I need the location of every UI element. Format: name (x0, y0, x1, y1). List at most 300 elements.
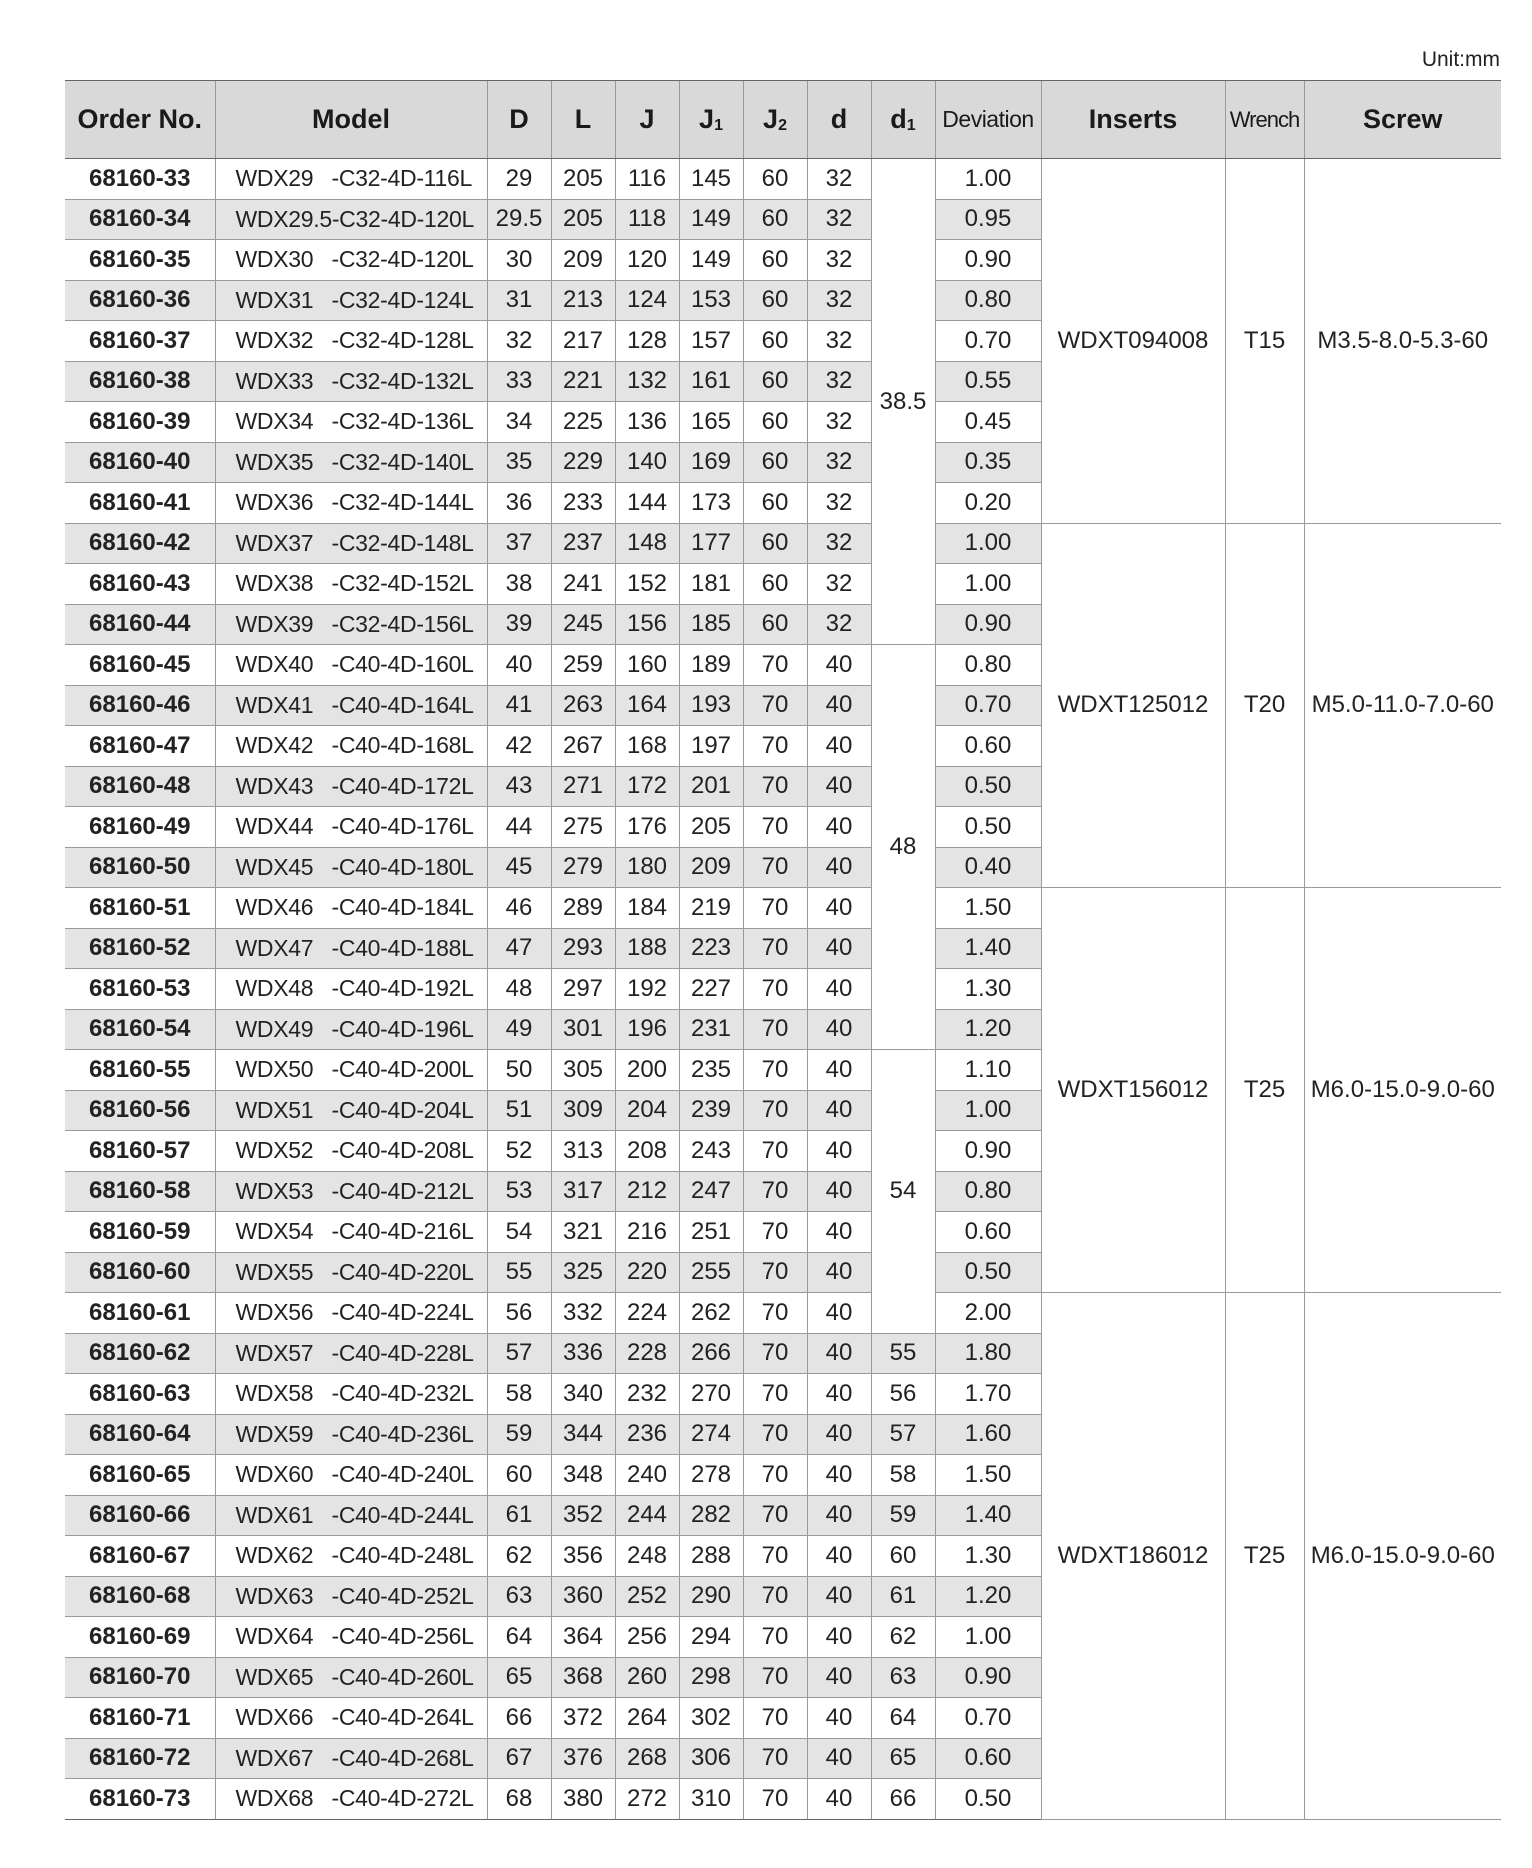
deviation-cell: 1.10 (935, 1050, 1041, 1091)
d-cell: 40 (807, 1738, 871, 1779)
D-cell: 64 (487, 1617, 551, 1658)
D-cell: 47 (487, 928, 551, 969)
d1-cell: 64 (871, 1698, 935, 1739)
order-no-cell: 68160-66 (65, 1495, 215, 1536)
J1-cell: 149 (679, 240, 743, 281)
model-cell: WDX49 -C40-4D-196L (215, 1009, 487, 1050)
model-cell: WDX47 -C40-4D-188L (215, 928, 487, 969)
model-cell: WDX29.5-C32-4D-120L (215, 199, 487, 240)
d-cell: 40 (807, 1455, 871, 1496)
d-cell: 32 (807, 604, 871, 645)
deviation-cell: 0.70 (935, 685, 1041, 726)
J1-cell: 193 (679, 685, 743, 726)
J1-cell: 262 (679, 1293, 743, 1334)
J1-cell: 302 (679, 1698, 743, 1739)
deviation-cell: 1.00 (935, 523, 1041, 564)
J2-cell: 70 (743, 645, 807, 686)
J2-cell: 70 (743, 1414, 807, 1455)
order-no-cell: 68160-52 (65, 928, 215, 969)
d-cell: 40 (807, 1617, 871, 1658)
J2-cell: 60 (743, 523, 807, 564)
model-cell: WDX32 -C32-4D-128L (215, 321, 487, 362)
L-cell: 267 (551, 726, 615, 767)
deviation-cell: 1.00 (935, 1090, 1041, 1131)
J2-cell: 70 (743, 1131, 807, 1172)
d-cell: 40 (807, 1698, 871, 1739)
model-cell: WDX54 -C40-4D-216L (215, 1212, 487, 1253)
J1-cell: 288 (679, 1536, 743, 1577)
L-cell: 259 (551, 645, 615, 686)
J2-cell: 60 (743, 321, 807, 362)
L-cell: 209 (551, 240, 615, 281)
table-body (65, 159, 1501, 1820)
inserts-cell: WDXT156012 (1041, 888, 1225, 1293)
J2-cell: 70 (743, 1495, 807, 1536)
d1-group-cell: 38.5 (871, 159, 935, 645)
d-cell: 40 (807, 1050, 871, 1091)
J1-cell: 165 (679, 402, 743, 443)
order-no-cell: 68160-39 (65, 402, 215, 443)
J-cell: 156 (615, 604, 679, 645)
deviation-cell: 1.30 (935, 969, 1041, 1010)
order-no-cell: 68160-34 (65, 199, 215, 240)
deviation-cell: 1.00 (935, 564, 1041, 605)
J1-cell: 209 (679, 847, 743, 888)
order-no-cell: 68160-59 (65, 1212, 215, 1253)
unit-label: Unit:mm (1421, 48, 1500, 71)
header-row (65, 81, 1501, 159)
D-cell: 53 (487, 1171, 551, 1212)
J-cell: 132 (615, 361, 679, 402)
J-cell: 240 (615, 1455, 679, 1496)
J-cell: 264 (615, 1698, 679, 1739)
J2-cell: 70 (743, 969, 807, 1010)
J2-cell: 70 (743, 1050, 807, 1091)
deviation-cell: 0.95 (935, 199, 1041, 240)
d-cell: 40 (807, 1536, 871, 1577)
order-no-cell: 68160-37 (65, 321, 215, 362)
deviation-cell: 2.00 (935, 1293, 1041, 1334)
J-cell: 200 (615, 1050, 679, 1091)
J2-cell: 60 (743, 604, 807, 645)
d-cell: 40 (807, 1293, 871, 1334)
specification-table (65, 80, 1501, 1820)
order-no-cell: 68160-48 (65, 766, 215, 807)
D-cell: 56 (487, 1293, 551, 1334)
J1-cell: 239 (679, 1090, 743, 1131)
d1-cell: 66 (871, 1779, 935, 1820)
model-cell: WDX67 -C40-4D-268L (215, 1738, 487, 1779)
J1-cell: 298 (679, 1657, 743, 1698)
D-cell: 29.5 (487, 199, 551, 240)
d-cell: 40 (807, 1374, 871, 1415)
L-cell: 336 (551, 1333, 615, 1374)
J1-cell: 219 (679, 888, 743, 929)
J2-cell: 70 (743, 1171, 807, 1212)
L-cell: 229 (551, 442, 615, 483)
order-no-cell: 68160-71 (65, 1698, 215, 1739)
J2-cell: 60 (743, 442, 807, 483)
J2-cell: 70 (743, 847, 807, 888)
d-cell: 40 (807, 1252, 871, 1293)
J2-cell: 60 (743, 240, 807, 281)
J-cell: 172 (615, 766, 679, 807)
col-header-order-no: Order No. (65, 81, 215, 159)
J1-cell: 278 (679, 1455, 743, 1496)
D-cell: 35 (487, 442, 551, 483)
deviation-cell: 1.80 (935, 1333, 1041, 1374)
model-cell: WDX35 -C32-4D-140L (215, 442, 487, 483)
order-no-cell: 68160-60 (65, 1252, 215, 1293)
L-cell: 352 (551, 1495, 615, 1536)
model-cell: WDX37 -C32-4D-148L (215, 523, 487, 564)
inserts-cell: WDXT125012 (1041, 523, 1225, 888)
J-cell: 212 (615, 1171, 679, 1212)
model-cell: WDX63 -C40-4D-252L (215, 1576, 487, 1617)
d-cell: 40 (807, 645, 871, 686)
J2-cell: 70 (743, 685, 807, 726)
L-cell: 271 (551, 766, 615, 807)
deviation-cell: 0.50 (935, 1779, 1041, 1820)
J-cell: 136 (615, 402, 679, 443)
order-no-cell: 68160-47 (65, 726, 215, 767)
order-no-cell: 68160-55 (65, 1050, 215, 1091)
d-cell: 40 (807, 1171, 871, 1212)
model-cell: WDX41 -C40-4D-164L (215, 685, 487, 726)
D-cell: 62 (487, 1536, 551, 1577)
J2-cell: 60 (743, 564, 807, 605)
order-no-cell: 68160-61 (65, 1293, 215, 1334)
table-row (65, 159, 1501, 200)
deviation-cell: 1.40 (935, 928, 1041, 969)
D-cell: 54 (487, 1212, 551, 1253)
J1-cell: 189 (679, 645, 743, 686)
D-cell: 40 (487, 645, 551, 686)
d-cell: 40 (807, 1657, 871, 1698)
model-cell: WDX57 -C40-4D-228L (215, 1333, 487, 1374)
model-cell: WDX31 -C32-4D-124L (215, 280, 487, 321)
deviation-cell: 1.50 (935, 888, 1041, 929)
deviation-cell: 1.50 (935, 1455, 1041, 1496)
D-cell: 44 (487, 807, 551, 848)
model-cell: WDX43 -C40-4D-172L (215, 766, 487, 807)
screw-cell: M3.5-8.0-5.3-60 (1304, 159, 1501, 524)
D-cell: 49 (487, 1009, 551, 1050)
J-cell: 120 (615, 240, 679, 281)
deviation-cell: 0.50 (935, 766, 1041, 807)
col-header-d: d (807, 81, 871, 159)
L-cell: 217 (551, 321, 615, 362)
order-no-cell: 68160-63 (65, 1374, 215, 1415)
model-cell: WDX64 -C40-4D-256L (215, 1617, 487, 1658)
table-row (65, 888, 1501, 929)
deviation-cell: 1.20 (935, 1576, 1041, 1617)
model-cell: WDX38 -C32-4D-152L (215, 564, 487, 605)
D-cell: 60 (487, 1455, 551, 1496)
J2-cell: 70 (743, 1090, 807, 1131)
J-cell: 160 (615, 645, 679, 686)
D-cell: 66 (487, 1698, 551, 1739)
L-cell: 241 (551, 564, 615, 605)
order-no-cell: 68160-56 (65, 1090, 215, 1131)
J1-cell: 185 (679, 604, 743, 645)
L-cell: 275 (551, 807, 615, 848)
J1-cell: 243 (679, 1131, 743, 1172)
J2-cell: 70 (743, 1576, 807, 1617)
J-cell: 216 (615, 1212, 679, 1253)
col-header-deviation: Deviation (935, 81, 1041, 159)
d-cell: 32 (807, 199, 871, 240)
order-no-cell: 68160-42 (65, 523, 215, 564)
L-cell: 372 (551, 1698, 615, 1739)
d-cell: 40 (807, 726, 871, 767)
deviation-cell: 0.45 (935, 402, 1041, 443)
order-no-cell: 68160-67 (65, 1536, 215, 1577)
model-cell: WDX46 -C40-4D-184L (215, 888, 487, 929)
L-cell: 245 (551, 604, 615, 645)
d-cell: 40 (807, 1212, 871, 1253)
J-cell: 220 (615, 1252, 679, 1293)
order-no-cell: 68160-65 (65, 1455, 215, 1496)
model-cell: WDX66 -C40-4D-264L (215, 1698, 487, 1739)
d-cell: 40 (807, 1495, 871, 1536)
J1-cell: 177 (679, 523, 743, 564)
d-cell: 32 (807, 159, 871, 200)
L-cell: 233 (551, 483, 615, 524)
order-no-cell: 68160-54 (65, 1009, 215, 1050)
d1-group-cell: 54 (871, 1050, 935, 1334)
J-cell: 118 (615, 199, 679, 240)
deviation-cell: 0.80 (935, 645, 1041, 686)
col-header-model: Model (215, 81, 487, 159)
L-cell: 225 (551, 402, 615, 443)
L-cell: 317 (551, 1171, 615, 1212)
d-cell: 40 (807, 1131, 871, 1172)
J2-cell: 70 (743, 1536, 807, 1577)
D-cell: 38 (487, 564, 551, 605)
deviation-cell: 0.70 (935, 1698, 1041, 1739)
J1-cell: 274 (679, 1414, 743, 1455)
col-header-d1: $d_1$ (871, 81, 935, 159)
d-cell: 32 (807, 523, 871, 564)
model-cell: WDX45 -C40-4D-180L (215, 847, 487, 888)
D-cell: 59 (487, 1414, 551, 1455)
J2-cell: 70 (743, 888, 807, 929)
model-cell: WDX56 -C40-4D-224L (215, 1293, 487, 1334)
D-cell: 65 (487, 1657, 551, 1698)
J1-cell: 231 (679, 1009, 743, 1050)
J2-cell: 60 (743, 361, 807, 402)
J-cell: 148 (615, 523, 679, 564)
J2-cell: 70 (743, 1333, 807, 1374)
deviation-cell: 0.50 (935, 807, 1041, 848)
J1-cell: 235 (679, 1050, 743, 1091)
model-cell: WDX50 -C40-4D-200L (215, 1050, 487, 1091)
d-cell: 32 (807, 280, 871, 321)
wrench-cell: T20 (1225, 523, 1304, 888)
D-cell: 43 (487, 766, 551, 807)
J1-cell: 145 (679, 159, 743, 200)
D-cell: 42 (487, 726, 551, 767)
D-cell: 51 (487, 1090, 551, 1131)
L-cell: 301 (551, 1009, 615, 1050)
J-cell: 124 (615, 280, 679, 321)
deviation-cell: 1.60 (935, 1414, 1041, 1455)
d-cell: 40 (807, 888, 871, 929)
L-cell: 297 (551, 969, 615, 1010)
model-cell: WDX39 -C32-4D-156L (215, 604, 487, 645)
order-no-cell: 68160-43 (65, 564, 215, 605)
J2-cell: 70 (743, 1293, 807, 1334)
order-no-cell: 68160-57 (65, 1131, 215, 1172)
D-cell: 57 (487, 1333, 551, 1374)
J1-cell: 270 (679, 1374, 743, 1415)
col-header-L: L (551, 81, 615, 159)
model-cell: WDX68 -C40-4D-272L (215, 1779, 487, 1820)
screw-cell: M5.0-11.0-7.0-60 (1304, 523, 1501, 888)
J1-cell: 290 (679, 1576, 743, 1617)
J-cell: 184 (615, 888, 679, 929)
L-cell: 279 (551, 847, 615, 888)
order-no-cell: 68160-72 (65, 1738, 215, 1779)
J2-cell: 70 (743, 766, 807, 807)
D-cell: 34 (487, 402, 551, 443)
J2-cell: 70 (743, 1657, 807, 1698)
J1-cell: 157 (679, 321, 743, 362)
d-cell: 32 (807, 240, 871, 281)
J2-cell: 70 (743, 726, 807, 767)
order-no-cell: 68160-53 (65, 969, 215, 1010)
L-cell: 213 (551, 280, 615, 321)
J1-cell: 266 (679, 1333, 743, 1374)
inserts-cell: WDXT186012 (1041, 1293, 1225, 1820)
col-header-D: D (487, 81, 551, 159)
col-header-J2: $J_2$ (743, 81, 807, 159)
model-cell: WDX36 -C32-4D-144L (215, 483, 487, 524)
J1-cell: 306 (679, 1738, 743, 1779)
D-cell: 45 (487, 847, 551, 888)
d-cell: 40 (807, 685, 871, 726)
order-no-cell: 68160-33 (65, 159, 215, 200)
deviation-cell: 0.20 (935, 483, 1041, 524)
L-cell: 293 (551, 928, 615, 969)
order-no-cell: 68160-44 (65, 604, 215, 645)
J1-cell: 282 (679, 1495, 743, 1536)
J1-cell: 205 (679, 807, 743, 848)
L-cell: 344 (551, 1414, 615, 1455)
J1-cell: 251 (679, 1212, 743, 1253)
model-cell: WDX44 -C40-4D-176L (215, 807, 487, 848)
order-no-cell: 68160-50 (65, 847, 215, 888)
L-cell: 360 (551, 1576, 615, 1617)
J-cell: 208 (615, 1131, 679, 1172)
J-cell: 204 (615, 1090, 679, 1131)
J-cell: 164 (615, 685, 679, 726)
D-cell: 36 (487, 483, 551, 524)
D-cell: 68 (487, 1779, 551, 1820)
d-cell: 32 (807, 564, 871, 605)
D-cell: 63 (487, 1576, 551, 1617)
d1-cell: 59 (871, 1495, 935, 1536)
D-cell: 39 (487, 604, 551, 645)
deviation-cell: 0.90 (935, 240, 1041, 281)
J-cell: 144 (615, 483, 679, 524)
order-no-cell: 68160-41 (65, 483, 215, 524)
J2-cell: 70 (743, 1009, 807, 1050)
model-cell: WDX65 -C40-4D-260L (215, 1657, 487, 1698)
deviation-cell: 0.90 (935, 604, 1041, 645)
J-cell: 244 (615, 1495, 679, 1536)
deviation-cell: 0.60 (935, 1738, 1041, 1779)
d-cell: 32 (807, 361, 871, 402)
model-cell: WDX40 -C40-4D-160L (215, 645, 487, 686)
J-cell: 260 (615, 1657, 679, 1698)
L-cell: 332 (551, 1293, 615, 1334)
deviation-cell: 0.80 (935, 280, 1041, 321)
deviation-cell: 0.80 (935, 1171, 1041, 1212)
d-cell: 40 (807, 766, 871, 807)
d1-cell: 55 (871, 1333, 935, 1374)
D-cell: 33 (487, 361, 551, 402)
deviation-cell: 0.50 (935, 1252, 1041, 1293)
d-cell: 32 (807, 483, 871, 524)
J2-cell: 60 (743, 280, 807, 321)
L-cell: 205 (551, 159, 615, 200)
J-cell: 116 (615, 159, 679, 200)
order-no-cell: 68160-40 (65, 442, 215, 483)
L-cell: 321 (551, 1212, 615, 1253)
L-cell: 325 (551, 1252, 615, 1293)
J-cell: 140 (615, 442, 679, 483)
screw-cell: M6.0-15.0-9.0-60 (1304, 888, 1501, 1293)
J2-cell: 70 (743, 1455, 807, 1496)
L-cell: 368 (551, 1657, 615, 1698)
deviation-cell: 0.60 (935, 726, 1041, 767)
J2-cell: 60 (743, 199, 807, 240)
J2-cell: 70 (743, 928, 807, 969)
model-cell: WDX58 -C40-4D-232L (215, 1374, 487, 1415)
J-cell: 268 (615, 1738, 679, 1779)
J-cell: 128 (615, 321, 679, 362)
L-cell: 340 (551, 1374, 615, 1415)
J1-cell: 153 (679, 280, 743, 321)
deviation-cell: 1.00 (935, 1617, 1041, 1658)
deviation-cell: 1.00 (935, 159, 1041, 200)
model-cell: WDX62 -C40-4D-248L (215, 1536, 487, 1577)
order-no-cell: 68160-51 (65, 888, 215, 929)
screw-cell: M6.0-15.0-9.0-60 (1304, 1293, 1501, 1820)
order-no-cell: 68160-69 (65, 1617, 215, 1658)
deviation-cell: 0.90 (935, 1131, 1041, 1172)
D-cell: 46 (487, 888, 551, 929)
col-header-wrench: Wrench (1225, 81, 1304, 159)
inserts-cell: WDXT094008 (1041, 159, 1225, 524)
model-cell: WDX51 -C40-4D-204L (215, 1090, 487, 1131)
model-cell: WDX60 -C40-4D-240L (215, 1455, 487, 1496)
model-cell: WDX42 -C40-4D-168L (215, 726, 487, 767)
J-cell: 272 (615, 1779, 679, 1820)
D-cell: 61 (487, 1495, 551, 1536)
J-cell: 248 (615, 1536, 679, 1577)
col-header-J: J (615, 81, 679, 159)
model-cell: WDX59 -C40-4D-236L (215, 1414, 487, 1455)
d-cell: 40 (807, 847, 871, 888)
L-cell: 263 (551, 685, 615, 726)
col-header-J1: $J_1$ (679, 81, 743, 159)
wrench-cell: T15 (1225, 159, 1304, 524)
order-no-cell: 68160-58 (65, 1171, 215, 1212)
J1-cell: 255 (679, 1252, 743, 1293)
